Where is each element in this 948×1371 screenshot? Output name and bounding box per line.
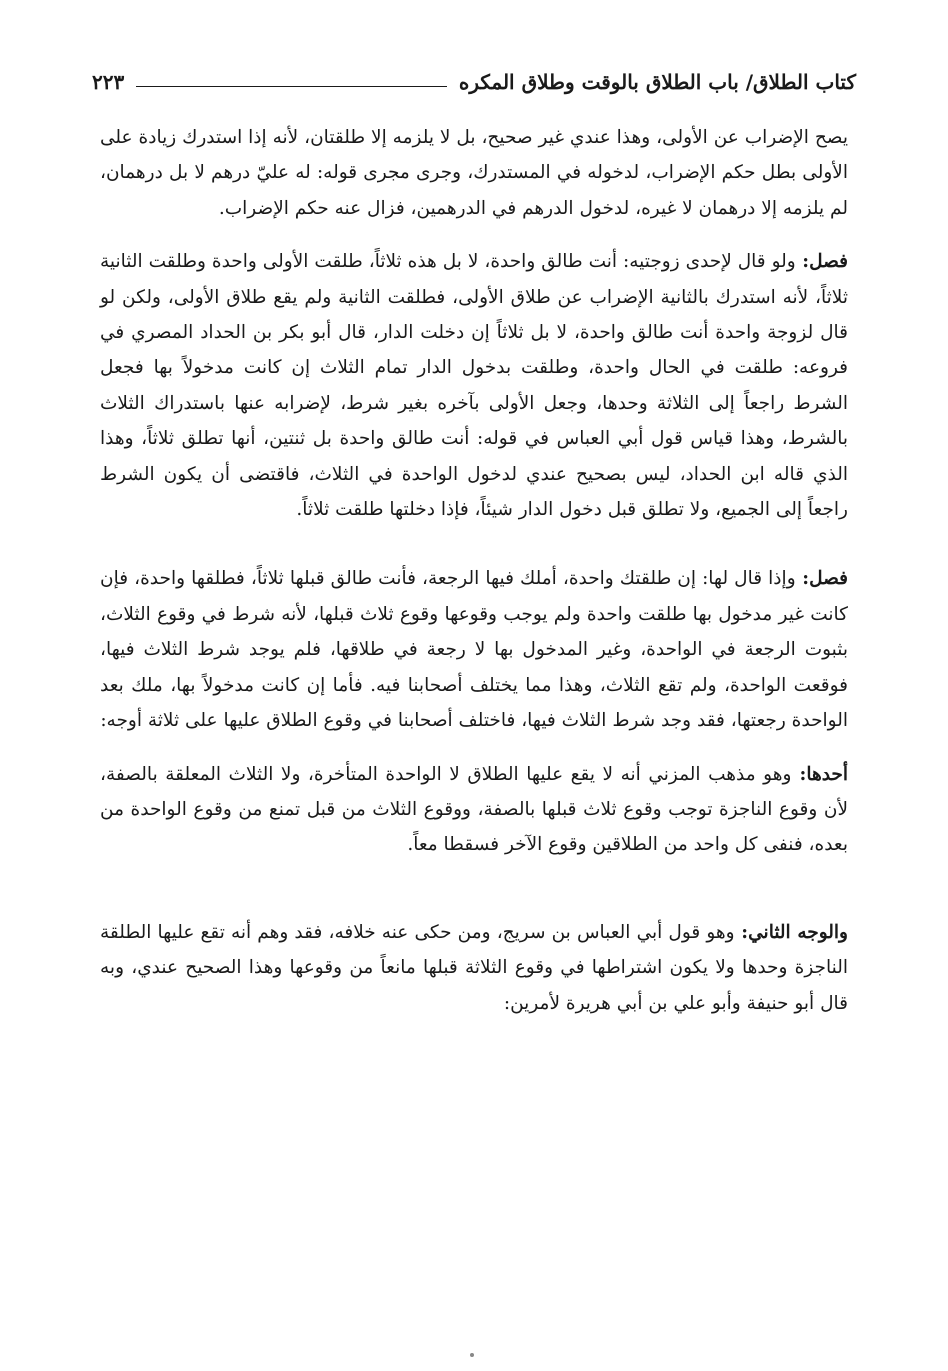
paragraph-lead: فصل: <box>795 251 848 273</box>
paragraph-text: وهو مذهب المزني أنه لا يقع عليها الطلاق لا الواحدة المتأخرة، ولا الثلاث المعلقة بالصفة، لأن وقوع الناجزة توجب وقوع ثلاث قبلها بالصفة، ووقوع الثلاث من قبل تمنع من وقوع الواحدة من بعده، فنفى كل واحد من الطلاقين وقوع الآخر فسقطا معاً. <box>100 763 848 856</box>
paragraph-text: وهو قول أبي العباس بن سريج، ومن حكى عنه خلافه، فقد وهم أنه تقع عليها الطلقة الناجزة وحدها ولا يكون اشتراطها في وقوع الثلاثة قبلها مانعاً من وقوعها وهذا الصحيح عندي، وبه قال أبو حنيفة وأبو علي بن أبي هريرة لأمرين: <box>100 921 848 1014</box>
paragraph-section <box>100 244 848 527</box>
paragraph-section <box>100 561 848 738</box>
paragraph-text: يصح الإضراب عن الأولى، وهذا عندي غير صحيح، بل لا يلزمه إلا طلقتان، لأنه إذا استدرك زيادة على الأولى بطل حكم الإضراب، لدخوله في المستدرك، وجرى مجرى قوله: له عليّ درهم لا بل درهمان، لم يلزمه إلا درهمان لا غيره، لدخول الدرهم في الدرهمين، فزال عنه حكم الإضراب. <box>100 127 848 219</box>
header-rule <box>136 86 447 87</box>
page-number: ٢٢٣ <box>92 70 125 94</box>
paragraph-continuation <box>100 120 848 226</box>
paragraph-lead: أحدها: <box>791 763 848 785</box>
paragraph-first-view <box>100 757 848 863</box>
running-header <box>92 64 856 100</box>
paragraph-second-view <box>100 915 848 1021</box>
page-body <box>100 120 848 1039</box>
paragraph-lead: والوجه الثاني: <box>734 921 848 943</box>
paragraph-text: وإذا قال لها: إن طلقتك واحدة، أملك فيها الرجعة، فأنت طالق قبلها ثلاثاً، فطلقها واحدة، فإن كانت غير مدخول بها طلقت واحدة ولم يوجب وقوعها وقوع ثلاث قبلها، لأنه شرط في وقوع الثلاث، بثبوت الرجعة في الواحدة، وغير المدخول بها لا رجعة في طلاقها، فلم يوجد شرط الثلاث فيها، فوقعت الواحدة، ولم تقع الثلاث، وهذا مما يختلف أصحابنا فيه. فأما إن كانت مدخولاً بها، ملك بعد الواحدة رجعتها، فقد وجد شرط الثلاث فيها، فاختلف أصحابنا في وقوع الطلاق عليها على ثلاثة أوجه: <box>100 568 848 732</box>
paragraph-lead: فصل: <box>795 568 848 590</box>
paragraph-text: ولو قال لإحدى زوجتيه: أنت طالق واحدة، لا بل هذه ثلاثاً، طلقت الأولى واحدة وطلقت الثانية ثلاثاً، لأنه استدرك بالثانية الإضراب عن طلاق الأولى، فطلقت الثانية ولم يقع طلاق الأولى، ولكن لو قال لزوجة واحدة أنت طالق واحدة، لا بل ثلاثاً إن دخلت الدار، قال أبو بكر بن الحداد المصري في فروعه: طلقت في الحال واحدة، وطلقت بدخول الدار تمام الثلاث إن كانت مدخولاً بها فجعل الشرط راجعاً إلى الثلاثة وحدها، وجعل الأولى بآخره بغير شرط، لإضرابه عنها باستدراك الثلاث بالشرط، وهذا قياس قول أبي العباس في قوله: أنت طالق واحدة بل ثنتين، أنها تطلق ثلاثاً، وهذا الذي قاله ابن الحداد، ليس بصحيح عندي لدخول الواحدة في الثلاث، فاقتضى أن يكون الشرط راجعاً إلى الجميع، ولا تطلق قبل دخول الدار شيئاً، فإذا دخلتها طلقت ثلاثاً. <box>100 251 848 521</box>
running-title: كتاب الطلاق/ باب الطلاق بالوقت وطلاق المكره <box>458 70 856 94</box>
scan-speck <box>470 1353 474 1357</box>
